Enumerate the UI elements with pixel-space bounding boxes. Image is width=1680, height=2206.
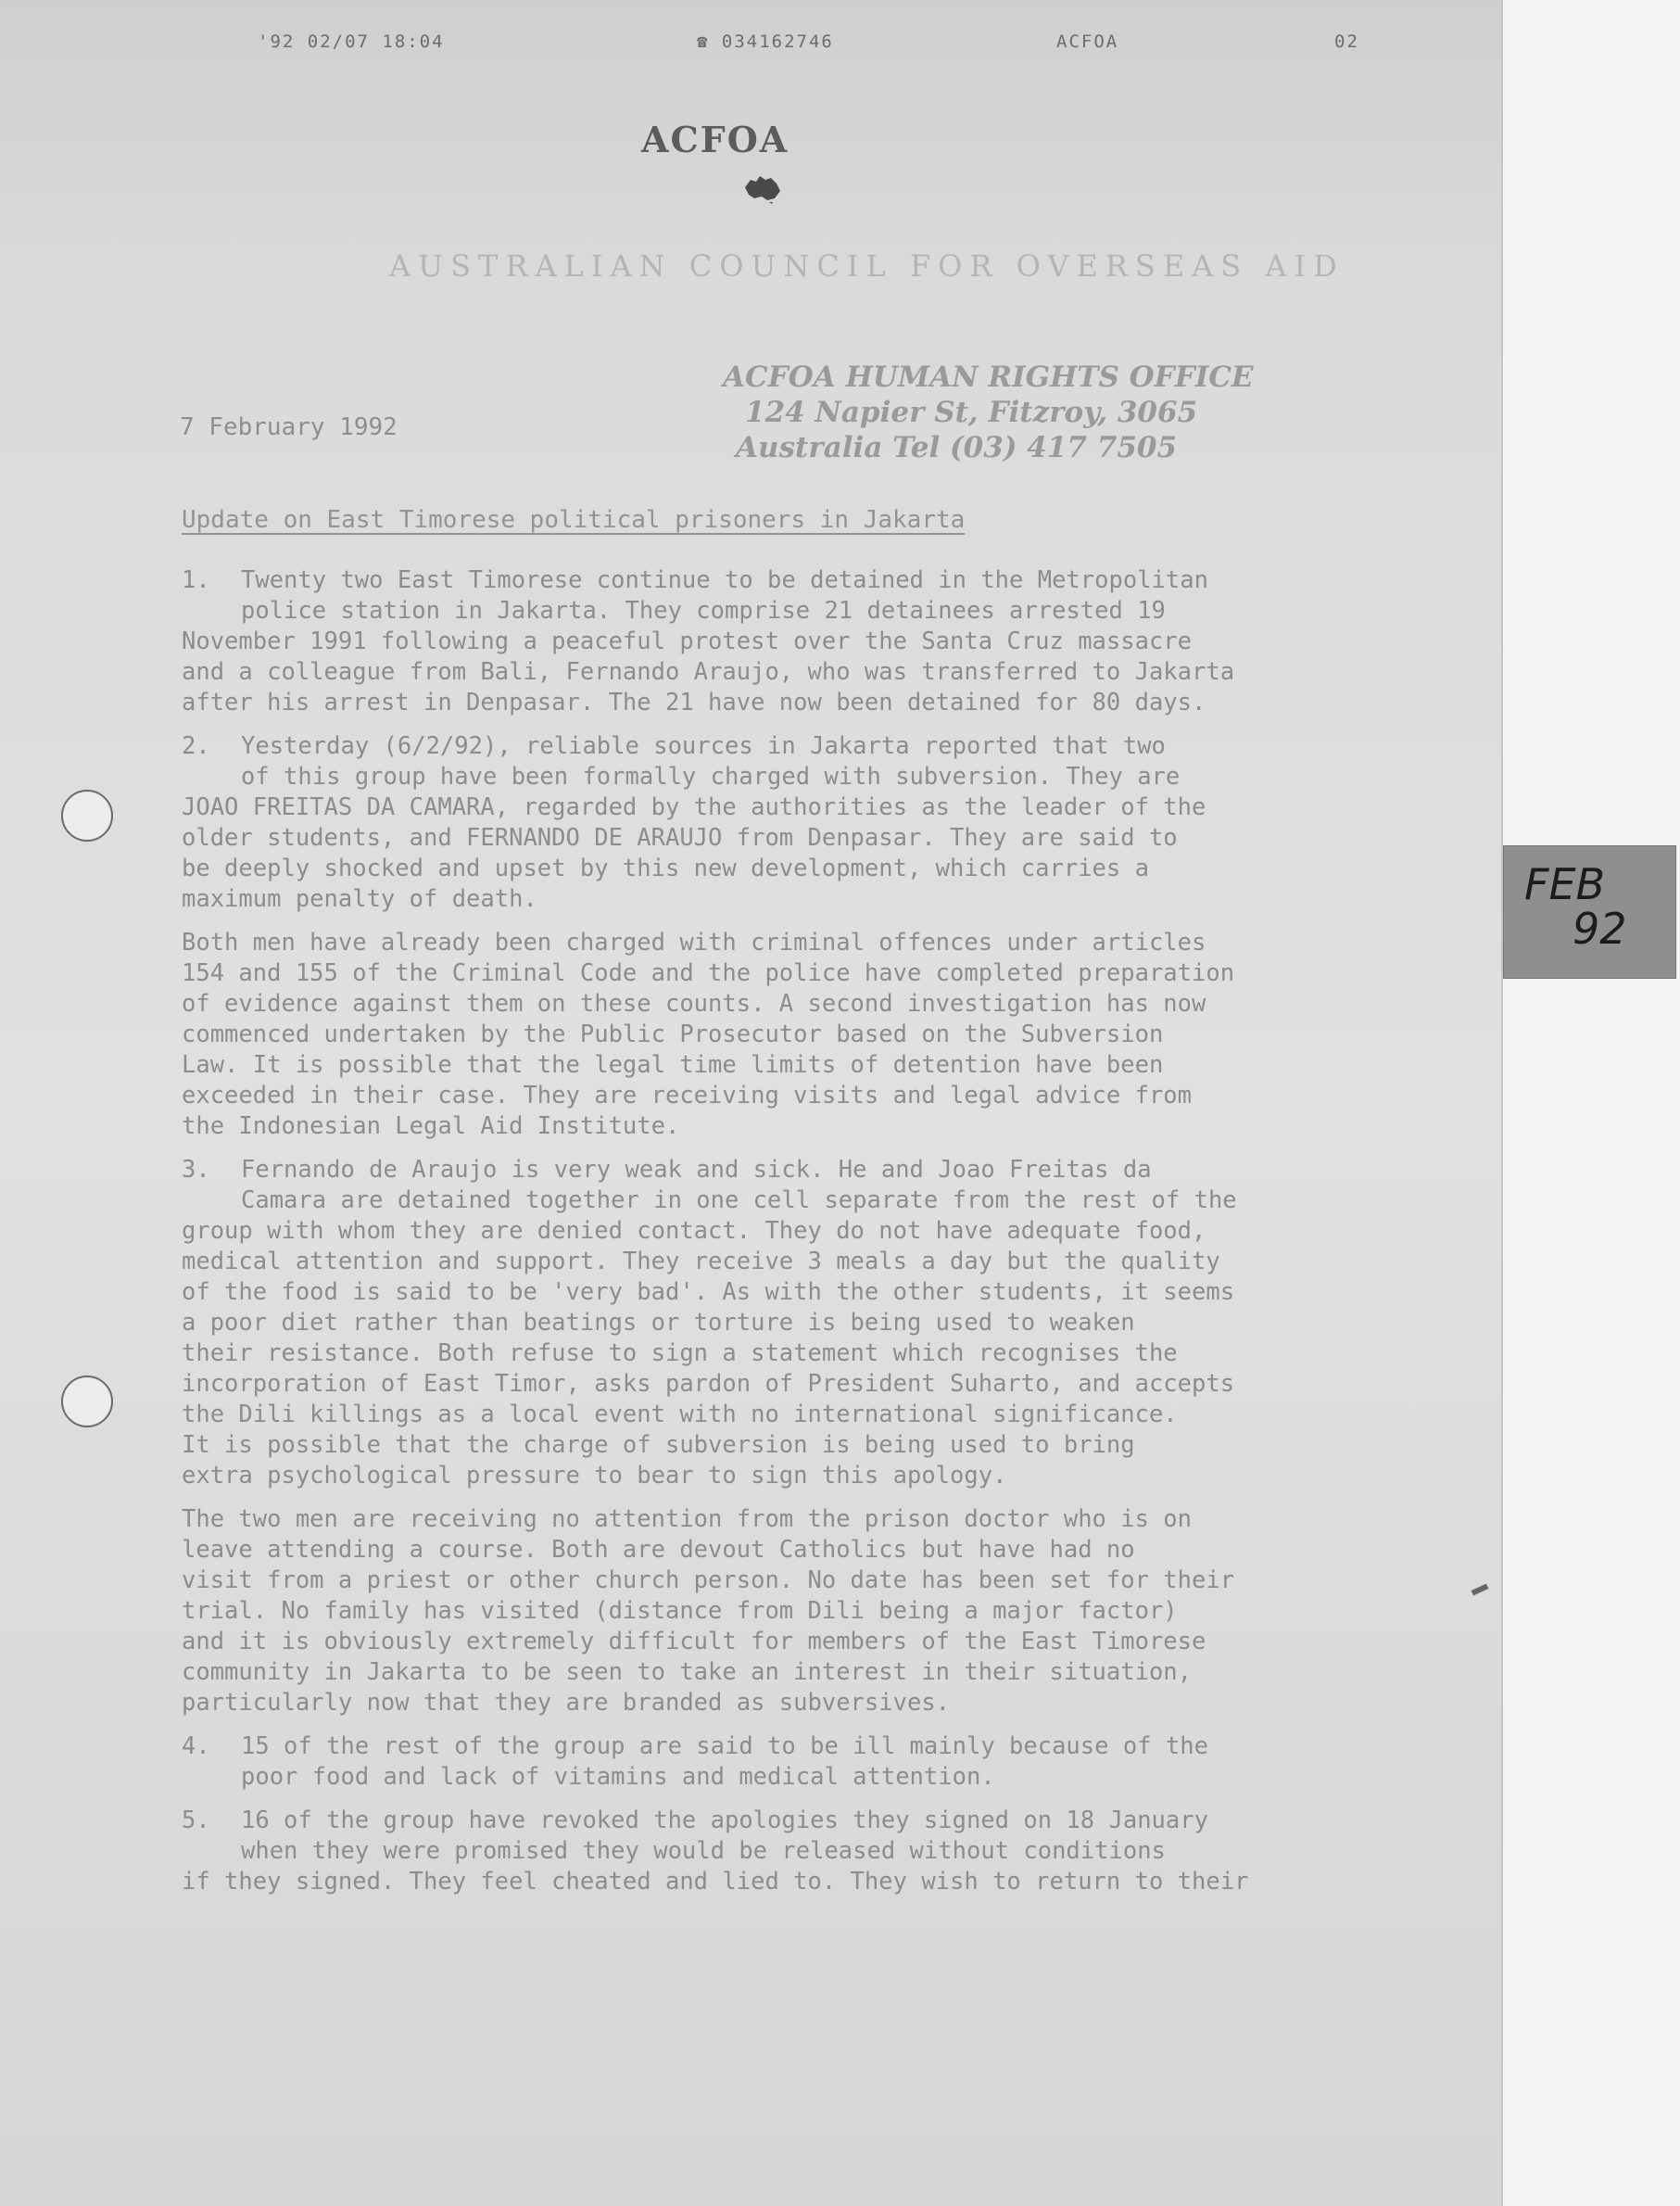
paragraph-line: when they were promised they would be released without conditions xyxy=(241,1837,1166,1865)
paragraph-line xyxy=(182,565,1331,596)
paragraph-line: a poor diet rather than beatings or torture is being used to weaken xyxy=(182,1309,1135,1337)
paragraph-line: maximum penalty of death. xyxy=(182,885,537,913)
paragraph xyxy=(182,565,1331,718)
paragraph-line xyxy=(182,1731,1331,1762)
paragraph-line: their resistance. Both refuse to sign a statement which recognises the xyxy=(182,1339,1178,1367)
acfoa-logo: ACFOA xyxy=(641,119,789,160)
document-subject: Update on East Timorese political prisoners in Jakarta xyxy=(182,506,966,534)
paragraph-line: if they signed. They feel cheated and lied to. They wish to return to their xyxy=(182,1868,1249,1895)
paragraph-number: 3. xyxy=(182,1156,210,1184)
paragraph-text: Twenty two East Timorese continue to be detained in the Metropolitan xyxy=(241,566,1208,594)
document-body xyxy=(182,565,1331,1910)
paragraph-line: JOAO FREITAS DA CAMARA, regarded by the authorities as the leader of the xyxy=(182,793,1206,821)
australia-map-icon xyxy=(741,174,782,204)
paragraph-line: November 1991 following a peaceful protest over the Santa Cruz massacre xyxy=(182,628,1193,655)
paragraph-line: visit from a priest or other church person. No date has been set for their xyxy=(182,1566,1235,1594)
paragraph xyxy=(182,731,1331,915)
paragraph-line: leave attending a course. Both are devout Catholics but have had no xyxy=(182,1536,1135,1564)
paragraph-line: of evidence against them on these counts. A second investigation has now xyxy=(182,990,1206,1018)
paragraph-line: Both men have already been charged with criminal offences under articles xyxy=(182,929,1206,957)
paragraph-line: trial. No family has visited (distance from Dili being a major factor) xyxy=(182,1597,1178,1625)
fax-page-number: 02 xyxy=(1334,32,1359,52)
paragraph-line xyxy=(182,1155,1331,1185)
paragraph-line: after his arrest in Denpasar. The 21 have now been detained for 80 days. xyxy=(182,689,1206,716)
punch-hole xyxy=(61,790,113,842)
paragraph-line: poor food and lack of vitamins and medical attention. xyxy=(241,1763,995,1791)
paragraph-text: 15 of the rest of the group are said to be ill mainly because of the xyxy=(241,1732,1208,1760)
organization-name: AUSTRALIAN COUNCIL FOR OVERSEAS AID xyxy=(389,248,1345,284)
paragraph-line: community in Jakarta to be seen to take an interest in their situation, xyxy=(182,1658,1193,1686)
stamp-line-3: Australia Tel (03) 417 7505 xyxy=(736,431,1178,464)
paragraph-line: Law. It is possible that the legal time limits of detention have been xyxy=(182,1051,1164,1079)
paragraph-line: and a colleague from Bali, Fernando Araujo, who was transferred to Jakarta xyxy=(182,658,1235,686)
sticker-month: FEB xyxy=(1524,859,1606,909)
stamp-line-1: ACFOA HUMAN RIGHTS OFFICE xyxy=(723,361,1254,394)
punch-hole xyxy=(61,1376,113,1427)
paragraph-line: and it is obviously extremely difficult for members of the East Timorese xyxy=(182,1628,1206,1655)
paragraph-line: of this group have been formally charged with subversion. They are xyxy=(241,763,1181,791)
paragraph-line: extra psychological pressure to bear to sign this apology. xyxy=(182,1462,1007,1490)
paragraph-line xyxy=(182,1806,1331,1836)
paragraph xyxy=(182,1731,1331,1793)
paragraph-line: 154 and 155 of the Criminal Code and the police have completed preparation xyxy=(182,959,1235,987)
fax-phone: ☎ 034162746 xyxy=(697,32,834,52)
paragraph-line: It is possible that the charge of subversion is being used to bring xyxy=(182,1431,1135,1459)
paragraph-text: Yesterday (6/2/92), reliable sources in Jakarta reported that two xyxy=(241,732,1166,760)
paragraph-line: particularly now that they are branded as subversives. xyxy=(182,1689,951,1717)
paragraph-line: commenced undertaken by the Public Prosecutor based on the Subversion xyxy=(182,1021,1164,1048)
fax-datetime: '92 02/07 18:04 xyxy=(258,32,445,52)
paragraph-number: 2. xyxy=(182,732,210,760)
pen-mark xyxy=(1472,1583,1489,1595)
fax-sender: ACFOA xyxy=(1056,32,1119,52)
paragraph-line: the Indonesian Legal Aid Institute. xyxy=(182,1112,680,1140)
letter-date: 7 February 1992 xyxy=(180,413,398,441)
paragraph-number: 5. xyxy=(182,1807,210,1834)
paragraph-line xyxy=(182,731,1331,762)
paragraph-number: 1. xyxy=(182,566,210,594)
paragraph-text: Fernando de Araujo is very weak and sick. He and Joao Freitas da xyxy=(241,1156,1152,1184)
paragraph-line: exceeded in their case. They are receiving visits and legal advice from xyxy=(182,1082,1193,1109)
paragraph xyxy=(182,928,1331,1142)
paragraph xyxy=(182,1155,1331,1491)
paragraph xyxy=(182,1806,1331,1897)
paragraph-line: Camara are detained together in one cell separate from the rest of the xyxy=(241,1186,1237,1214)
paragraph-line: group with whom they are denied contact. They do not have adequate food, xyxy=(182,1217,1206,1245)
paragraph-text: 16 of the group have revoked the apologies they signed on 18 January xyxy=(241,1807,1208,1834)
paragraph-line: incorporation of East Timor, asks pardon of President Suharto, and accepts xyxy=(182,1370,1235,1398)
paragraph-line: The two men are receiving no attention from the prison doctor who is on xyxy=(182,1505,1193,1533)
paragraph-line: the Dili killings as a local event with no international significance. xyxy=(182,1401,1178,1428)
paragraph-line: older students, and FERNANDO DE ARAUJO from Denpasar. They are said to xyxy=(182,824,1178,852)
paragraph-line: police station in Jakarta. They comprise 21 detainees arrested 19 xyxy=(241,597,1166,625)
paragraph-line: medical attention and support. They receive 3 meals a day but the quality xyxy=(182,1248,1220,1275)
stamp-line-2: 124 Napier St, Fitzroy, 3065 xyxy=(745,396,1198,429)
date-sticker xyxy=(1503,845,1676,979)
paragraph xyxy=(182,1504,1331,1718)
fax-header xyxy=(0,32,1501,59)
paragraph-number: 4. xyxy=(182,1732,210,1760)
paragraph-line: of the food is said to be 'very bad'. As with the other students, it seems xyxy=(182,1278,1235,1306)
paragraph-line: be deeply shocked and upset by this new development, which carries a xyxy=(182,855,1149,882)
sticker-year: 92 xyxy=(1573,904,1627,954)
office-address-stamp xyxy=(723,360,1254,465)
